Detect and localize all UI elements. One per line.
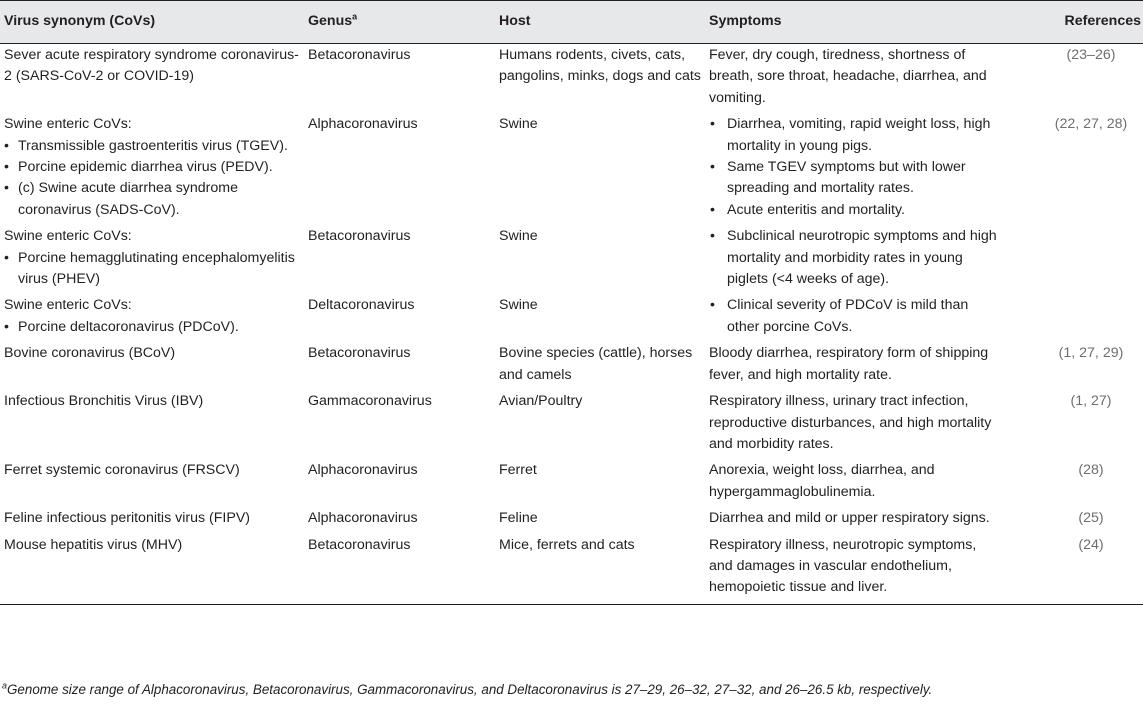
symptoms-cell: Fever, dry cough, tiredness, shortness of breath, sore throat, headache, diarrhea, and vomiting. bbox=[709, 47, 987, 106]
references-cell bbox=[1001, 294, 1143, 342]
virus-list-item: • Transmissible gastroenteritis virus (TGEV). bbox=[4, 136, 304, 157]
table-header-row bbox=[0, 1, 1143, 44]
references-cell: (24) bbox=[1001, 534, 1143, 605]
symptoms-list-item: • Same TGEV symptoms but with lower spreading and mortality rates. bbox=[709, 157, 1001, 200]
symptoms-cell: Respiratory illness, neurotropic symptoms, and damages in vascular endothelium, hemopoietic tissue and liver. bbox=[705, 534, 1001, 605]
genus-cell: Betacoronavirus bbox=[308, 228, 411, 245]
virus-list-item: • Porcine deltacoronavirus (PDCoV). bbox=[4, 317, 304, 338]
host-cell: Swine bbox=[499, 228, 538, 245]
header-references: References bbox=[1001, 1, 1143, 44]
symptoms-list-item: • Diarrhea, vomiting, rapid weight loss, high mortality in young pigs. bbox=[709, 114, 1001, 157]
virus-cell: Ferret systemic coronavirus (FRSCV) bbox=[4, 462, 240, 479]
genus-cell: Alphacoronavirus bbox=[308, 510, 418, 527]
table-row bbox=[0, 44, 1143, 114]
virus-cell: Infectious Bronchitis Virus (IBV) bbox=[4, 393, 204, 410]
genus-cell: Betacoronavirus bbox=[308, 345, 411, 362]
table-row bbox=[0, 294, 1143, 342]
host-cell: Humans rodents, civets, cats, pangolins, minks, dogs and cats bbox=[499, 47, 701, 85]
host-cell: Ferret bbox=[499, 462, 537, 479]
host-cell: Feline bbox=[499, 510, 538, 527]
symptoms-cell bbox=[705, 113, 1001, 225]
symptoms-list-item: • Clinical severity of PDCoV is mild than other porcine CoVs. bbox=[709, 295, 1001, 338]
virus-cell bbox=[0, 113, 304, 225]
header-symptoms: Symptoms bbox=[705, 1, 1001, 44]
host-cell: Swine bbox=[499, 116, 538, 133]
footnote-text: Genome size range of Alphacoronavirus, Betacoronavirus, Gammacoronavirus, and Deltacoronavirus is 27–29, 26–32, 27–32, and 26–26.5 kb, respectively. bbox=[7, 682, 933, 697]
symptoms-cell bbox=[705, 225, 1001, 294]
header-genus-label: Genus bbox=[308, 13, 353, 29]
virus-cell: Bovine coronavirus (BCoV) bbox=[4, 345, 176, 362]
virus-group-label: Swine enteric CoVs: bbox=[4, 228, 132, 245]
virus-cell: Mouse hepatitis virus (MHV) bbox=[0, 534, 304, 605]
table-footnote bbox=[2, 681, 932, 699]
symptoms-cell bbox=[705, 294, 1001, 342]
virus-list bbox=[4, 136, 304, 222]
symptoms-list-item: • Subclinical neurotropic symptoms and high mortality and morbidity rates in young piglets (<4 weeks of age). bbox=[709, 226, 1001, 290]
symptoms-cell: Bloody diarrhea, respiratory form of shipping fever, and high mortality rate. bbox=[709, 345, 989, 383]
genus-cell: Alphacoronavirus bbox=[308, 462, 418, 479]
symptoms-cell: Respiratory illness, urinary tract infection, reproductive disturbances, and high mortality and morbidity rates. bbox=[709, 393, 992, 452]
genus-cell: Deltacoronavirus bbox=[308, 297, 415, 314]
virus-cell: Feline infectious peritonitis virus (FIPV) bbox=[4, 510, 251, 527]
table-row bbox=[0, 342, 1143, 390]
genus-cell: Gammacoronavirus bbox=[308, 393, 432, 410]
references-cell: (22, 27, 28) bbox=[1054, 116, 1128, 133]
footnote-marker: a bbox=[2, 680, 8, 691]
host-cell: Avian/Poultry bbox=[499, 393, 583, 410]
host-cell: Mice, ferrets and cats bbox=[495, 534, 705, 605]
virus-group-label: Swine enteric CoVs: bbox=[4, 116, 132, 133]
symptoms-list-item: • Acute enteritis and mortality. bbox=[709, 200, 1001, 221]
virus-group-label: Swine enteric CoVs: bbox=[4, 297, 132, 314]
table-body bbox=[0, 44, 1143, 605]
references-cell: (23–26) bbox=[1066, 47, 1116, 63]
genus-cell: Betacoronavirus bbox=[308, 47, 411, 63]
references-cell bbox=[1001, 225, 1143, 294]
table-row bbox=[0, 113, 1143, 225]
genus-cell: Alphacoronavirus bbox=[308, 116, 418, 133]
virus-list-item: • Porcine epidemic diarrhea virus (PEDV). bbox=[4, 157, 304, 178]
table-row bbox=[0, 507, 1143, 533]
host-cell: Bovine species (cattle), horses and camels bbox=[499, 345, 693, 383]
symptoms-list bbox=[709, 295, 1001, 338]
symptoms-list bbox=[709, 226, 1001, 290]
virus-list bbox=[4, 248, 304, 291]
symptoms-list bbox=[709, 114, 1001, 221]
virus-cell: Sever acute respiratory syndrome coronavirus-2 (SARS-CoV-2 or COVID-19) bbox=[4, 47, 299, 85]
header-host: Host bbox=[495, 1, 705, 44]
references-cell: (25) bbox=[1078, 510, 1104, 527]
symptoms-cell: Diarrhea and mild or upper respiratory signs. bbox=[709, 510, 990, 527]
references-cell: (28) bbox=[1078, 462, 1104, 479]
genus-cell: Betacoronavirus bbox=[304, 534, 495, 605]
virus-list bbox=[4, 317, 304, 338]
table-row bbox=[0, 534, 1143, 605]
virus-cell bbox=[0, 294, 304, 342]
host-cell: Swine bbox=[499, 297, 538, 314]
header-genus-footnote-marker: a bbox=[352, 11, 358, 22]
table-row bbox=[0, 459, 1143, 507]
header-virus: Virus synonym (CoVs) bbox=[0, 1, 304, 44]
references-cell: (1, 27, 29) bbox=[1058, 345, 1124, 362]
references-cell: (1, 27) bbox=[1070, 393, 1112, 410]
header-genus bbox=[304, 1, 495, 44]
virus-cell bbox=[0, 225, 304, 294]
table-row bbox=[0, 390, 1143, 459]
table-row bbox=[0, 225, 1143, 294]
virus-list-item: • Porcine hemagglutinating encephalomyelitis virus (PHEV) bbox=[4, 248, 304, 291]
virus-list-item: • (c) Swine acute diarrhea syndrome coronavirus (SADS-CoV). bbox=[4, 178, 304, 221]
symptoms-cell: Anorexia, weight loss, diarrhea, and hypergammaglobulinemia. bbox=[709, 462, 935, 500]
